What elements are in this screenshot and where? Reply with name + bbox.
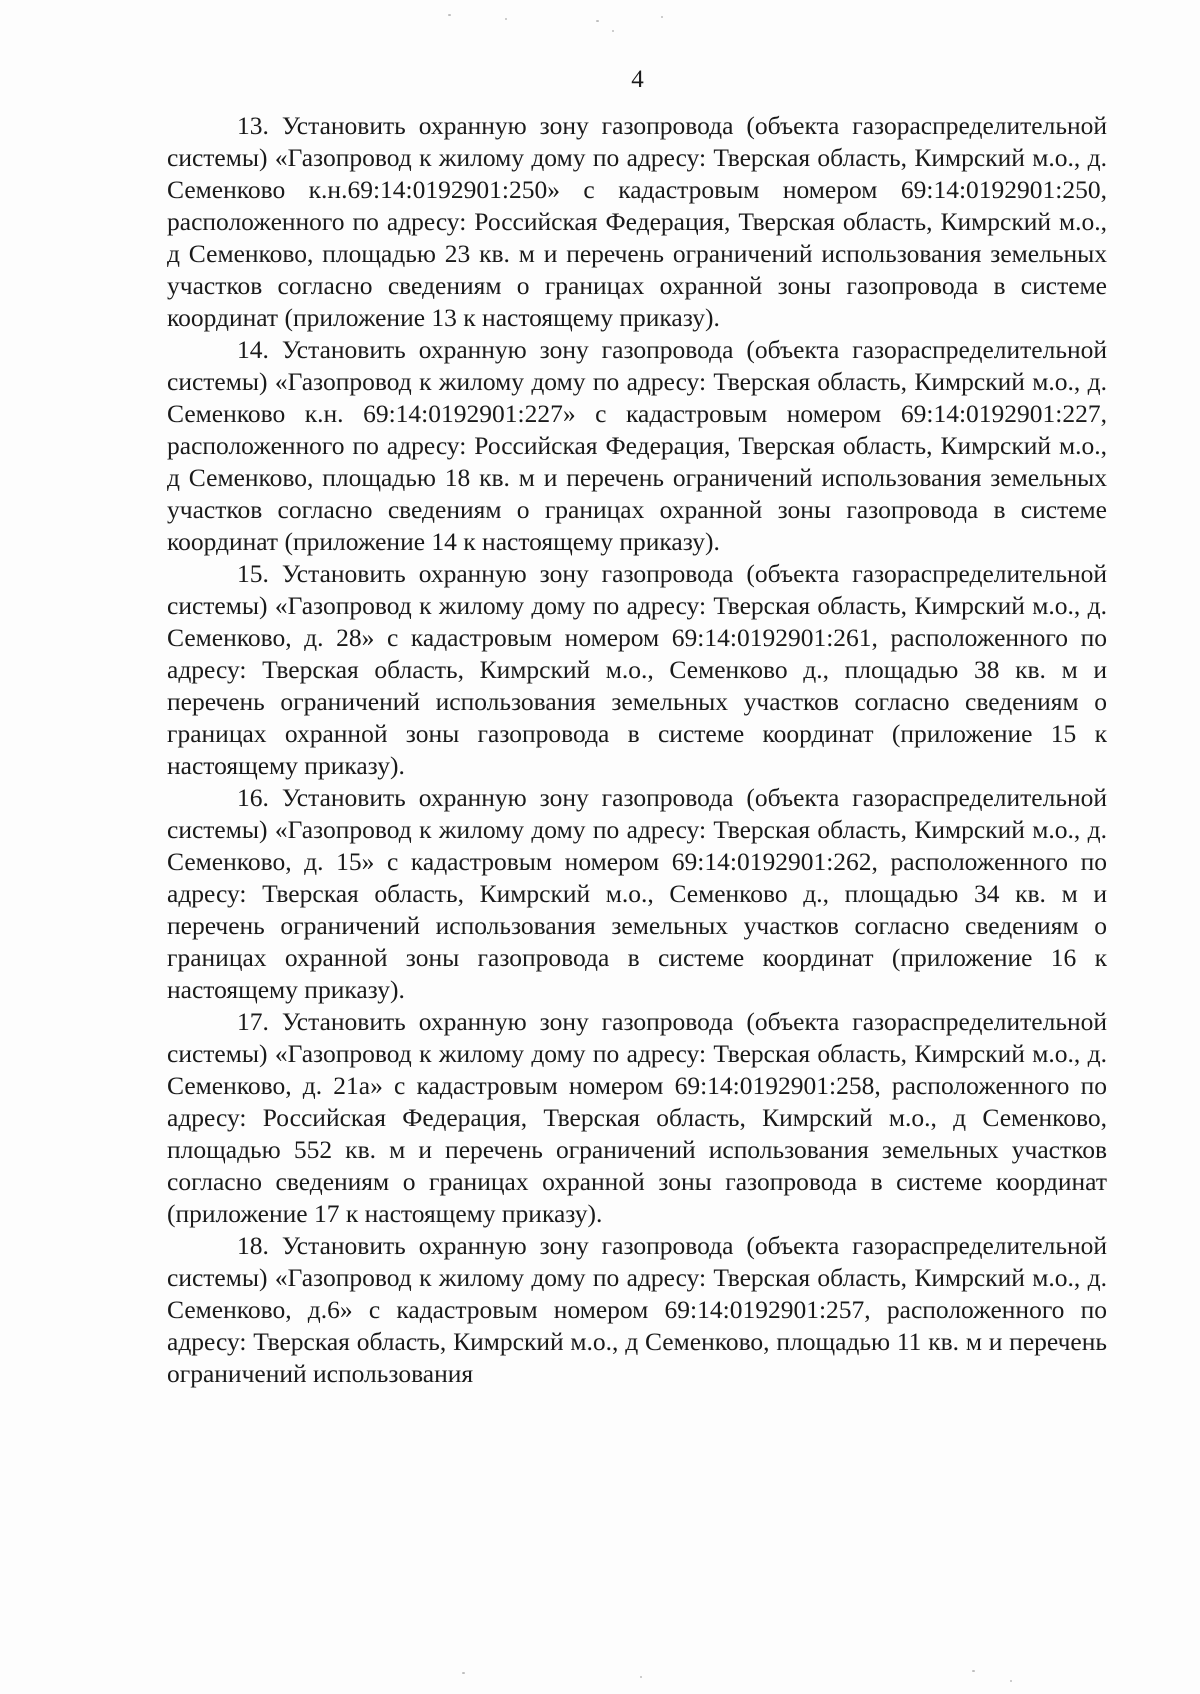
scan-speck [661, 16, 663, 18]
scan-speck [1010, 1680, 1012, 1682]
paragraph-16: 16. Установить охранную зону газопровода (объекта газораспределительной системы) «Газопровод к жилому дому по адресу: Тверская область, Кимрский м.о., д. Семенково, д. 15» с кадастровым номером 69:14:0192901:262, расположенного по адресу: Тверская область, Кимрский м.о., Семенково д., площадью 34 кв. м и перечень ограничений использования земельных участков согласно сведениям о границах охранной зоны газопровода в системе координат (приложение 16 к настоящему приказу). [167, 783, 1107, 1004]
paragraph-14: 14. Установить охранную зону газопровода (объекта газораспределительной системы) «Газопровод к жилому дому по адресу: Тверская область, Кимрский м.о., д. Семенково к.н. 69:14:0192901:227» с кадастровым номером 69:14:0192901:227, расположенного по адресу: Российская Федерация, Тверская область, Кимрский м.о., д Семенково, площадью 18 кв. м и перечень ограничений использования земельных участков согласно сведениям о границах охранной зоны газопровода в системе координат (приложение 14 к настоящему приказу). [167, 335, 1107, 556]
paragraph-18: 18. Установить охранную зону газопровода (объекта газораспределительной системы) «Газопровод к жилому дому по адресу: Тверская область, Кимрский м.о., д. Семенково, д.6» с кадастровым номером 69:14:0192901:257, расположенного по адресу: Тверская область, Кимрский м.о., д Семенково, площадью 11 кв. м и перечень ограничений использования [167, 1231, 1107, 1388]
scan-speck [596, 20, 599, 22]
scan-speck [972, 1670, 975, 1672]
page-number: 4 [631, 66, 644, 93]
paragraph-15: 15. Установить охранную зону газопровода (объекта газораспределительной системы) «Газопровод к жилому дому по адресу: Тверская область, Кимрский м.о., д. Семенково, д. 28» с кадастровым номером 69:14:0192901:261, расположенного по адресу: Тверская область, Кимрский м.о., Семенково д., площадью 38 кв. м и перечень ограничений использования земельных участков согласно сведениям о границах охранной зоны газопровода в системе координат (приложение 15 к настоящему приказу). [167, 559, 1107, 780]
paragraph-17: 17. Установить охранную зону газопровода (объекта газораспределительной системы) «Газопровод к жилому дому по адресу: Тверская область, Кимрский м.о., д. Семенково, д. 21а» с кадастровым номером 69:14:0192901:258, расположенного по адресу: Российская Федерация, Тверская область, Кимрский м.о., д Семенково, площадью 552 кв. м и перечень ограничений использования земельных участков согласно сведениям о границах охранной зоны газопровода в системе координат (приложение 17 к настоящему приказу). [167, 1007, 1107, 1228]
scan-speck [640, 1676, 642, 1678]
document-body [167, 110, 1107, 1390]
scan-speck [505, 18, 507, 20]
scan-speck [612, 30, 614, 32]
scan-speck [448, 14, 451, 16]
scan-speck [462, 1672, 465, 1674]
paragraph-13: 13. Установить охранную зону газопровода (объекта газораспределительной системы) «Газопровод к жилому дому по адресу: Тверская область, Кимрский м.о., д. Семенково к.н.69:14:0192901:250» с кадастровым номером 69:14:0192901:250, расположенного по адресу: Российская Федерация, Тверская область, Кимрский м.о., д Семенково, площадью 23 кв. м и перечень ограничений использования земельных участков согласно сведениям о границах охранной зоны газопровода в системе координат (приложение 13 к настоящему приказу). [167, 111, 1107, 332]
